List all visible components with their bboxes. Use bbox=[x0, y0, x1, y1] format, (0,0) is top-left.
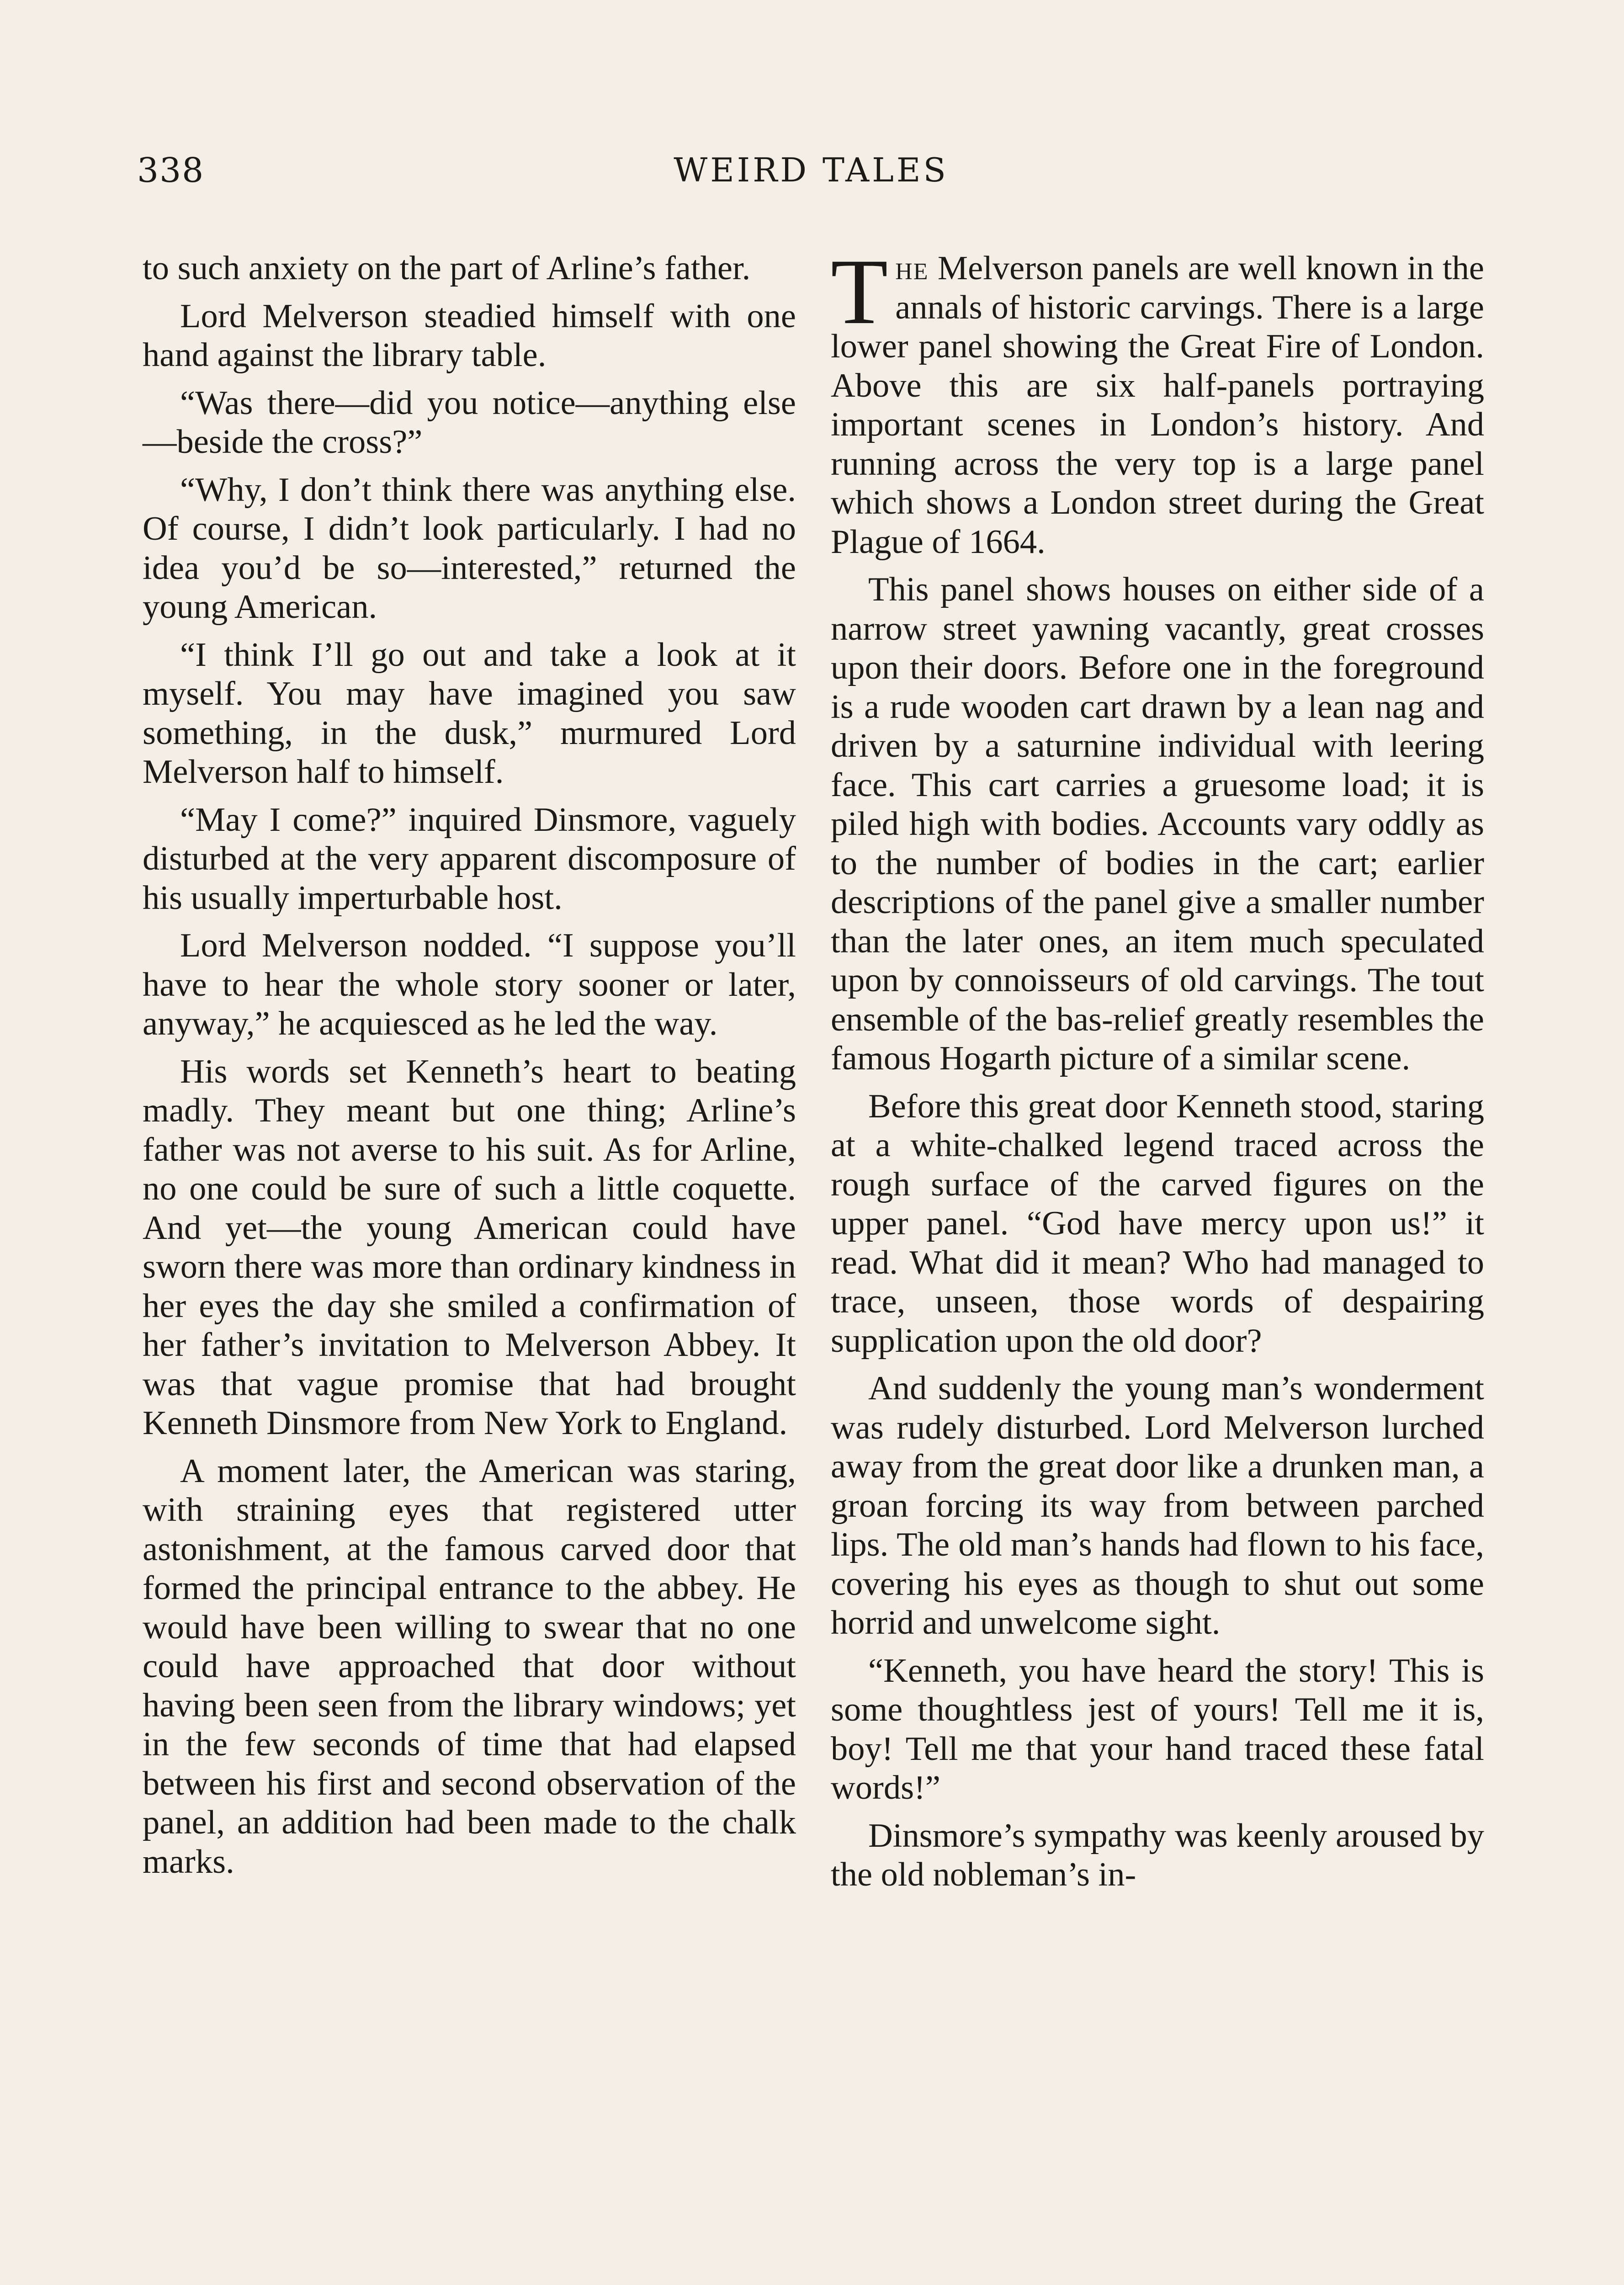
paragraph: And suddenly the young man’s wonderment was rudely disturbed. Lord Melverson lurched away from the great door like a drunken man, a groan forcing its way from between parched lips. The old man’s hands had flown to his face, covering his eyes as though to shut out some horrid and unwelcome sight. bbox=[831, 1370, 1484, 1642]
opening-paragraph bbox=[831, 240, 1484, 562]
page-number: 338 bbox=[137, 151, 205, 190]
paragraph: A moment later, the American was staring, with straining eyes that registered utter astonishment, at the famous carved door that formed the principal entrance to the abbey. He would have been willing to swear that no one could have approached that door without having been seen from the library windows; yet in the few seconds of time that had elapsed between his first and second observation of the panel, an addition had been made to the chalk marks. bbox=[143, 1452, 796, 1881]
paragraph: “I think I’ll go out and take a look at it myself. You may have imagined you saw something, in the dusk,” murmured Lord Melverson half to himself. bbox=[143, 636, 796, 791]
paragraph: to such anxiety on the part of Arline’s father. bbox=[143, 250, 751, 287]
paragraph: “May I come?” inquired Dinsmore, vaguely disturbed at the very apparent discomposure of his usually imperturbable host. bbox=[143, 801, 796, 917]
paragraph: Before this great door Kenneth stood, staring at a white-chalked legend traced across the rough surface of the carved figures on the upper panel. “God have mercy upon us!” it read. What did it mean? Who had managed to trace, unseen, those words of despairing supplication upon the old door? bbox=[831, 1087, 1484, 1360]
small-caps-lead: he bbox=[895, 250, 929, 287]
paragraph: “Why, I don’t think there was anything else. Of course, I didn’t look particularly. I had no idea you’d be so—interested,” returned the young American. bbox=[143, 471, 796, 626]
paragraph: “Kenneth, you have heard the story! This is some thoughtless jest of yours! Tell me it is, boy! Tell me that your hand traced these fatal words!” bbox=[831, 1652, 1484, 1807]
left-column bbox=[143, 249, 796, 1890]
paragraph: “Was there—did you notice—anything else—beside the cross?” bbox=[143, 384, 796, 461]
running-title: WEIRD TALES bbox=[674, 151, 949, 189]
paragraph: Lord Melverson steadied himself with one hand against the library table. bbox=[143, 297, 796, 374]
opening-paragraph-text: Melverson panels are well known in the annals of historic carvings. There is a large lower panel showing the Great Fire of London. Above this are six half-panels portraying important scenes in London’s history. And running across the very top is a large panel which shows a London street during the Great Plague of 1664. bbox=[831, 250, 1484, 561]
page-header bbox=[137, 151, 1485, 201]
paragraph: His words set Kenneth’s heart to beating madly. They meant but one thing; Arline’s father was not averse to his suit. As for Arline, no one could be sure of such a little coquette. And yet—the young American could have sworn there was more than ordinary kindness in her eyes the day she smiled a confirmation of her father’s invitation to Melverson Abbey. It was that vague promise that had brought Kenneth Dinsmore from New York to England. bbox=[143, 1052, 796, 1442]
paragraph: This panel shows houses on either side of a narrow street yawning vacantly, great crosses upon their doors. Before one in the foreground is a rude wooden cart drawn by a lean nag and driven by a saturnine individual with leering face. This cart carries a gruesome load; it is piled high with bodies. Accounts vary oddly as to the number of bodies in the cart; earlier descriptions of the panel give a smaller number than the later ones, an item much speculated upon by connoisseurs of old carvings. The tout ensemble of the bas-relief greatly resembles the famous Hogarth picture of a similar scene. bbox=[831, 571, 1484, 1077]
paragraph: Lord Melverson nodded. “I suppose you’ll have to hear the whole story sooner or later, anyway,” he acquiesced as he led the way. bbox=[143, 927, 796, 1042]
paragraph: Dinsmore’s sympathy was keenly aroused by the old nobleman’s in- bbox=[831, 1817, 1484, 1893]
right-column bbox=[831, 240, 1484, 1903]
drop-cap: T bbox=[831, 240, 888, 344]
